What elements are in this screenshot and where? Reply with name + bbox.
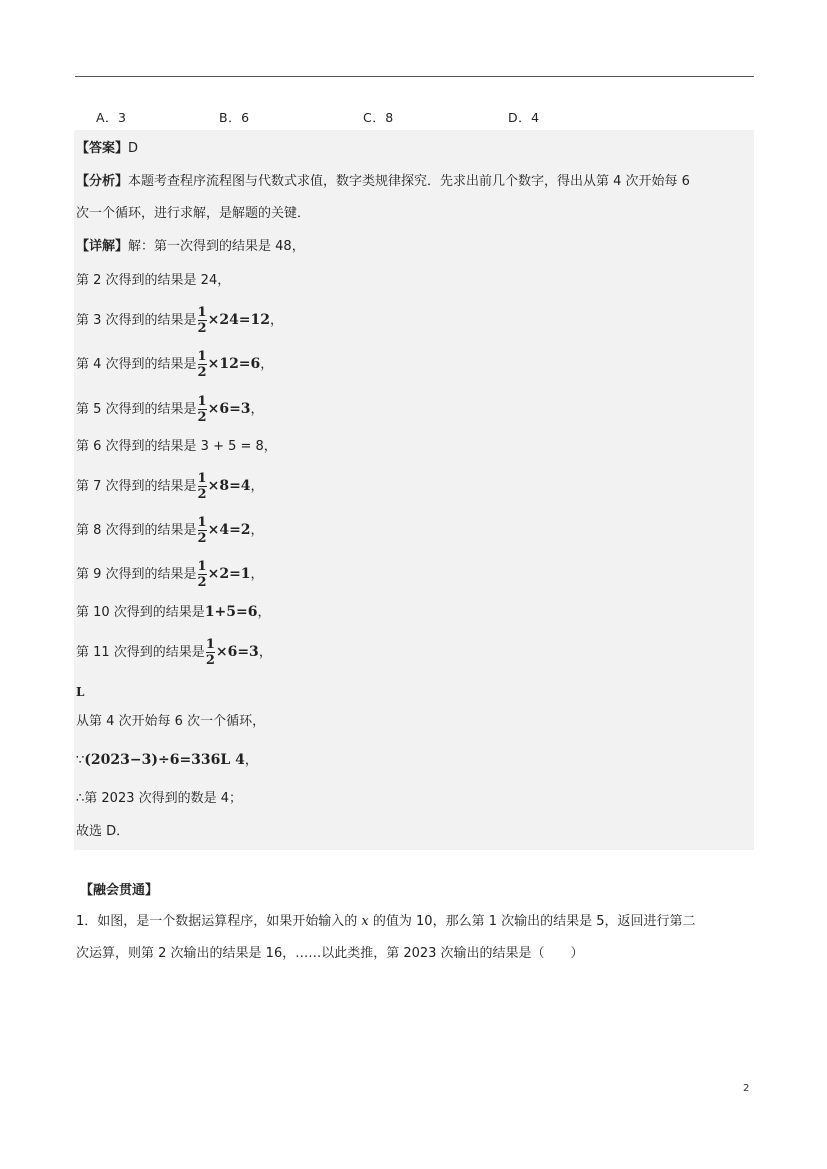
comma: ， [244,753,258,768]
analysis-text-1: 本题考查程序流程图与代数式求值，数字类规律探究．先求出前几个数字，得出从第 4 次开始每 6 [128,174,690,189]
step-expression: ×2=1 [207,566,251,582]
choice-d: D．4 [508,110,540,125]
step-expression: ×4=2 [207,522,251,538]
detail-line-7 [76,471,264,502]
half-fraction [198,515,207,546]
half-fraction [198,394,207,425]
therefore-line: ∴第 2023 次得到的数是 4； [76,791,243,806]
choice-b: B．6 [219,110,250,125]
half-fraction [198,305,207,336]
page-number: 2 [743,1083,750,1094]
half-fraction [198,559,207,590]
step-expression: ×24=12 [207,312,271,328]
header-rule [75,76,754,77]
step-expression: ×6=3 [215,644,259,660]
choice-c: C．8 [363,110,394,125]
step-prefix: 第 4 次得到的结果是 [76,357,197,372]
ellipsis-mark: L [76,685,85,699]
frac-numerator: 1 [197,559,207,574]
frac-numerator: 1 [197,394,207,409]
comma: ， [260,357,274,372]
frac-denominator: 2 [197,531,207,546]
comma: ， [257,605,271,620]
frac-numerator: 1 [197,305,207,320]
question-text-a: 1．如图，是一个数据运算程序，如果开始输入的 [76,914,358,929]
comma: ， [250,567,264,582]
choose-line: 故选 D． [76,824,130,839]
section-title: 【融会贯通】 [80,883,159,898]
frac-denominator: 2 [197,575,207,590]
question-text-b: 的值为 10，那么第 1 次输出的结果是 5，返回进行第二 [372,914,696,929]
comma: ， [258,645,272,660]
step-prefix: 第 10 次得到的结果是 [76,605,205,620]
calc-line [76,750,258,771]
step-expression: 1+5=6 [204,604,258,620]
choices-row [0,108,827,126]
solution-box [74,130,754,850]
choice-a: A．3 [96,110,127,125]
comma: ， [250,479,264,494]
detail-first: 解：第一次得到的结果是 48， [128,239,305,254]
calc-expression: (2023−3)÷6=336L 4 [84,752,245,768]
step-prefix: 第 9 次得到的结果是 [76,567,197,582]
frac-numerator: 1 [197,515,207,530]
frac-denominator: 2 [197,321,207,336]
analysis-line-1 [76,172,690,192]
frac-denominator: 2 [205,653,215,668]
detail-line-10 [76,602,271,623]
step-expression: ×12=6 [207,356,261,372]
detail-line-8 [76,515,264,546]
step-prefix: 第 8 次得到的结果是 [76,523,197,538]
detail-line-6: 第 6 次得到的结果是 3 + 5 = 8， [76,439,277,454]
step-expression: ×8=4 [207,478,251,494]
frac-numerator: 1 [197,471,207,486]
cycle-line: 从第 4 次开始每 6 次一个循环， [76,714,266,729]
detail-line-9 [76,559,264,590]
variable-x: x [361,914,369,929]
detail-line-2: 第 2 次得到的结果是 24， [76,273,231,288]
step-prefix: 第 11 次得到的结果是 [76,645,205,660]
step-prefix: 第 5 次得到的结果是 [76,402,197,417]
because-symbol: ∵ [76,753,85,768]
comma: ， [250,402,264,417]
frac-numerator: 1 [205,637,215,652]
detail-tag: 【详解】 [76,239,129,254]
detail-line-11 [76,637,272,668]
detail-line-4 [76,349,273,380]
half-fraction [206,637,215,668]
step-prefix: 第 7 次得到的结果是 [76,479,197,494]
step-expression: ×6=3 [207,401,251,417]
answer-line [76,139,138,159]
half-fraction [198,471,207,502]
half-fraction [198,349,207,380]
frac-denominator: 2 [197,365,207,380]
answer-value: D [128,141,139,156]
frac-denominator: 2 [197,487,207,502]
detail-line-1 [76,237,305,257]
step-prefix: 第 3 次得到的结果是 [76,313,197,328]
comma: ， [250,523,264,538]
question-line-2: 次运算，则第 2 次输出的结果是 16，……以此类推，第 2023 次输出的结果是（ ） [76,946,584,961]
detail-line-3 [76,305,283,336]
comma: ， [270,313,284,328]
frac-denominator: 2 [197,410,207,425]
analysis-line-2: 次一个循环，进行求解，是解题的关键． [76,206,311,221]
frac-numerator: 1 [197,349,207,364]
question-line-1 [76,912,696,932]
answer-tag: 【答案】 [76,141,129,156]
detail-line-5 [76,394,264,425]
analysis-tag: 【分析】 [76,174,129,189]
